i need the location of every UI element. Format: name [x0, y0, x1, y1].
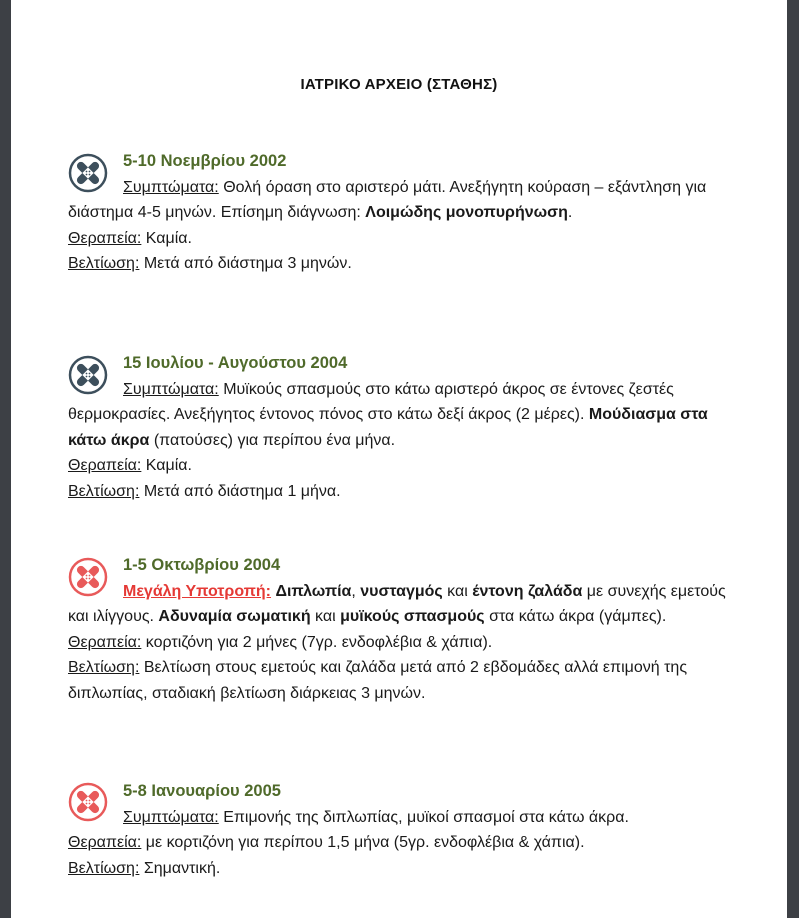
entry-improvement: Βελτίωση: Μετά από διάστημα 1 μήνα. — [68, 482, 341, 500]
relapse-text-part: νυσταγμός — [360, 582, 443, 600]
relapse-text-part: μυϊκούς σπασμούς — [340, 608, 485, 625]
entry-date: 5-10 Νοεμβρίου 2002 — [123, 152, 287, 170]
entry-date: 15 Ιουλίου - Αυγούστου 2004 — [123, 354, 348, 372]
relapse-text-part: , — [351, 582, 361, 600]
entry-date: 5-8 Ιανουαρίου 2005 — [123, 782, 281, 800]
relapse-text-part: στα κάτω άκρα (γάμπες). — [484, 608, 667, 625]
relapse-text-part: και — [442, 582, 473, 600]
medical-entry — [68, 779, 738, 881]
medical-entry — [68, 351, 738, 504]
entry-symptoms: Συμπτώματα: Επιμονής της διπλωπίας, μυϊκοί σπασμοί στα κάτω άκρα. — [123, 808, 629, 826]
entry-therapy: Θεραπεία: Καμία. — [68, 457, 192, 474]
entry-therapy: Θεραπεία: Καμία. — [68, 229, 192, 247]
document-title: ΙΑΤΡΙΚΟ ΑΡΧΕΙΟ (ΣΤΑΘΗΣ) — [300, 76, 498, 93]
relapse-text-part: και — [310, 608, 341, 625]
entry-improvement: Βελτίωση: Βελτίωση στους εμετούς και ζαλάδα μετά από 2 εβδομάδες αλλά επιμονή της διπλωπίας, σταδιακή βελτίωση διάρκειας 3 μηνών. — [68, 659, 688, 702]
document-page — [11, 0, 787, 918]
entry-symptoms: Συμπτώματα: Θολή όραση στο αριστερό μάτι. Ανεξήγητη κούραση – εξάντληση για διάστημα 4-5 μηνών. Επίσημη διάγνωση: Λοιμώδης μονοπυρήνωση. — [68, 178, 707, 221]
entry-therapy: Θεραπεία: κορτιζόνη για 2 μήνες (7γρ. ενδοφλέβια & χάπια). — [68, 633, 493, 651]
relapse-text-part: με συνεχής εμετούς και ιλίγγους. — [68, 582, 726, 625]
relapse-text-part: έντονη ζαλάδα — [472, 582, 583, 600]
medical-entry — [68, 149, 738, 277]
relapse-text-part: Αδυναμία σωματική — [158, 608, 311, 625]
entry-symptoms: Συμπτώματα: Μυϊκούς σπασμούς στο κάτω αριστερό άκρος σε έντονες ζεστές θερμοκρασίες. Ανεξήγητος έντονος πόνος στο κάτω δεξί άκρος (2 μέρες). Μούδιασμα στα κάτω άκρα (πατούσες) για περίπου ένα μήνα. — [68, 380, 708, 449]
entry-relapse: Μεγάλη Υποτροπή: Διπλωπία, νυσταγμός και έντονη ζαλάδα με συνεχής εμετούς και ιλίγγους. Αδυναμία σωματική και μυϊκούς σπασμούς στα κάτω άκρα (γάμπες). — [68, 582, 726, 625]
entry-improvement: Βελτίωση: Σημαντική. — [68, 859, 221, 877]
entry-improvement: Βελτίωση: Μετά από διάστημα 3 μηνών. — [68, 255, 352, 272]
relapse-text-part: Διπλωπία — [275, 582, 352, 600]
entry-date: 1-5 Οκτωβρίου 2004 — [123, 556, 281, 574]
entry-therapy: Θεραπεία: με κορτιζόνη για περίπου 1,5 μήνα (5γρ. ενδοφλέβια & χάπια). — [68, 834, 585, 851]
medical-entry — [68, 553, 738, 706]
